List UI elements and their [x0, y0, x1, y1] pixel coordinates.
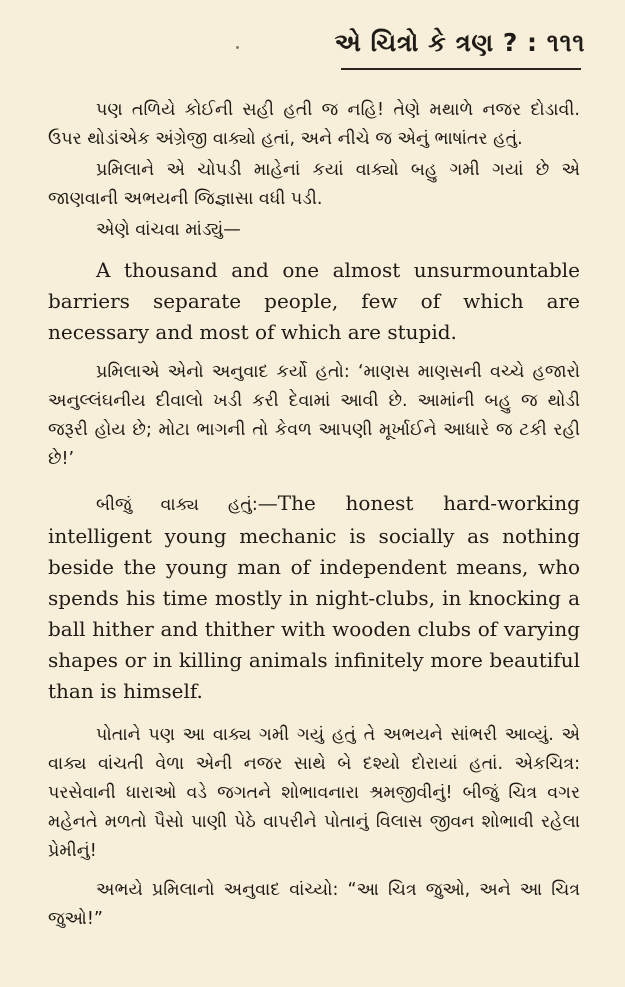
header-rule	[341, 68, 581, 70]
english-quote-2: —The honest hard-working intelligent young mechanic is socially as nothing beside the young man of independent means, who spends his time mostly in night-clubs, in knocking a ball hither and thither with wooden clubs of varying shapes or in killing animals infinitely more beautiful than is himself.	[48, 491, 580, 703]
body-text	[48, 96, 580, 934]
english-quote-1: A thousand and one almost unsurmountable barriers separate people, few of which are necessary and most of which are stupid.	[48, 258, 580, 344]
paragraph-translation-1: પ્રમિલાએ એનો અનુવાદ કર્યો હતો: ‘માણસ માણસની વચ્ચે હજારો અનુલ્લંઘનીય દીવાલો ખડી કરી દેવામાં આવી છે. આમાંની બહુ જ થોડી જરૂરી હોય છે; મોટા ભાગની તો કેવળ આપણી મૂર્ખાઈને આધારે જ ટકી રહી છે!’	[48, 362, 580, 469]
paragraph-3: એણે વાંચવા માંડ્યું—	[96, 220, 241, 240]
paper-speck	[236, 46, 239, 49]
paragraph-2: પ્રમિલાને એ ચોપડી માહેનાં કયાં વાક્યો બહુ ગમી ગયાં છે એ જાણવાની અભયની જિજ્ઞાસા વધી પડી.	[48, 160, 580, 209]
paragraph-reflection: પોતાને પણ આ વાક્ય ગમી ગયું હતું તે અભયને સાંભરી આવ્યું. એ વાક્ય વાંચતી વેળા એની નજર સાથે બે દશ્યો દોરાયાં હતાં. એકચિત્ર: પરસેવાની ધારાઓ વડે જગતને શોભાવનારા શ્રમજીવીનું! બીજું ચિત્ર વગર મહેનતે મળતો પૈસો પાણી પેઠે વાપરીને પોતાનું વિલાસ જીવન શોભાવી રહેલા પ્રેમીનું!	[48, 725, 580, 861]
paragraph-final: અભયે પ્રમિલાનો અનુવાદ વાંચ્યો: “આ ચિત્ર જુઓ, અને આ ચિત્ર જુઓ!”	[48, 880, 580, 929]
second-sentence-label: બીજું વાક્ય હતું:	[96, 495, 258, 515]
page-header: એ ચિત્રો કે ત્રણ ? : ૧૧૧	[334, 28, 585, 57]
paragraph-quote-2	[48, 488, 580, 707]
paragraph-1: પણ તળિયે કોઈની સહી હતી જ નહિ! તેણે મથાળે નજર દોડાવી. ઉપર થોડાંએક અંગ્રેજી વાક્યો હતાં, અને નીચે જ એનું ભાષાંતર હતું.	[48, 100, 580, 149]
